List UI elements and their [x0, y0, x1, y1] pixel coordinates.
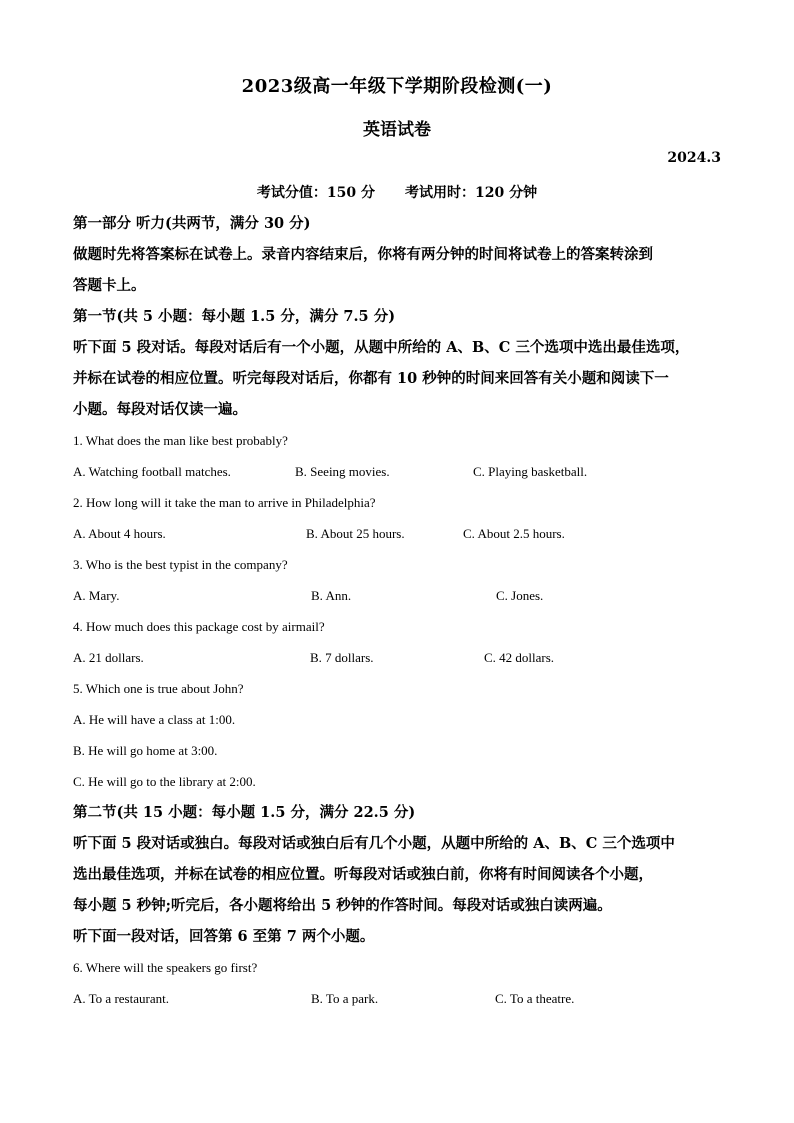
- listen-instruction: 听下面一段对话，回答第 6 至第 7 两个小题。: [73, 928, 375, 945]
- section2-instruction-line: 每小题 5 秒钟;听完后，各小题将给出 5 秒钟的作答时间。每段对话或独白读两遍。: [73, 897, 612, 914]
- question-5: 5. Which one is true about John?: [73, 681, 244, 696]
- question-3-options: [73, 580, 723, 611]
- option-c: C. Playing basketball.: [473, 464, 588, 479]
- section2-instruction-line: 选出最佳选项，并标在试卷的相应位置。听每段对话或独白前，你将有时间阅读各个小题，: [73, 866, 653, 883]
- option-c: C. To a theatre.: [495, 991, 575, 1006]
- question-6: 6. Where will the speakers go first?: [73, 960, 258, 975]
- option-c: C. He will go to the library at 2:00.: [73, 774, 256, 789]
- option-a: A. Mary.: [73, 588, 120, 603]
- question-2-options: [73, 518, 723, 549]
- section1-instruction-line: 小题。每段对话仅读一遍。: [73, 401, 247, 418]
- section1-heading: 第一节(共 5 小题：每小题 1.5 分，满分 7.5 分): [73, 308, 396, 325]
- score-info: 考试分值：150 分: [256, 185, 375, 201]
- section2-instruction-line: 听下面 5 段对话或独白。每段对话或独白后有几个小题，从题中所给的 A、B、C 三个选项中: [73, 835, 675, 852]
- time-info: 考试用时：120 分钟: [405, 185, 538, 201]
- part1-instruction-line: 做题时先将答案标在试卷上。录音内容结束后，你将有两分钟的时间将试卷上的答案转涂到: [73, 246, 653, 263]
- option-a: A. About 4 hours.: [73, 526, 166, 541]
- exam-date: 2024.3: [667, 150, 721, 166]
- option-c: C. About 2.5 hours.: [463, 526, 565, 541]
- option-a: A. Watching football matches.: [73, 464, 231, 479]
- section2-heading: 第二节(共 15 小题：每小题 1.5 分，满分 22.5 分): [73, 804, 416, 821]
- option-a: A. To a restaurant.: [73, 991, 169, 1006]
- option-c: C. 42 dollars.: [484, 650, 555, 665]
- option-b: B. 7 dollars.: [310, 650, 374, 665]
- question-6-options: [73, 983, 723, 1014]
- option-b: B. About 25 hours.: [306, 526, 405, 541]
- question-3: 3. Who is the best typist in the company?: [73, 557, 288, 572]
- section1-instruction-line: 并标在试卷的相应位置。听完每段对话后，你都有 10 秒钟的时间来回答有关小题和阅读下一: [73, 370, 669, 387]
- question-1-options: [73, 456, 723, 487]
- exam-title: 2023级高一年级下学期阶段检测(一): [241, 76, 553, 97]
- part1-instruction-line: 答题卡上。: [73, 277, 146, 294]
- option-b: B. To a park.: [311, 991, 379, 1006]
- option-a: A. He will have a class at 1:00.: [73, 712, 236, 727]
- option-c: C. Jones.: [496, 588, 544, 603]
- section1-instruction-line: 听下面 5 段对话。每段对话后有一个小题，从题中所给的 A、B、C 三个选项中选出最佳选项，: [73, 339, 690, 356]
- question-4-options: [73, 642, 723, 673]
- exam-subtitle: 英语试卷: [363, 120, 431, 140]
- question-4: 4. How much does this package cost by airmail?: [73, 619, 325, 634]
- question-2: 2. How long will it take the man to arrive in Philadelphia?: [73, 495, 376, 510]
- option-b: B. Seeing movies.: [295, 464, 390, 479]
- option-a: A. 21 dollars.: [73, 650, 144, 665]
- option-b: B. Ann.: [311, 588, 352, 603]
- exam-meta: [0, 182, 794, 202]
- question-1: 1. What does the man like best probably?: [73, 433, 288, 448]
- option-b: B. He will go home at 3:00.: [73, 743, 218, 758]
- exam-body: [73, 208, 723, 1014]
- part1-heading: 第一部分 听力(共两节，满分 30 分): [73, 215, 311, 232]
